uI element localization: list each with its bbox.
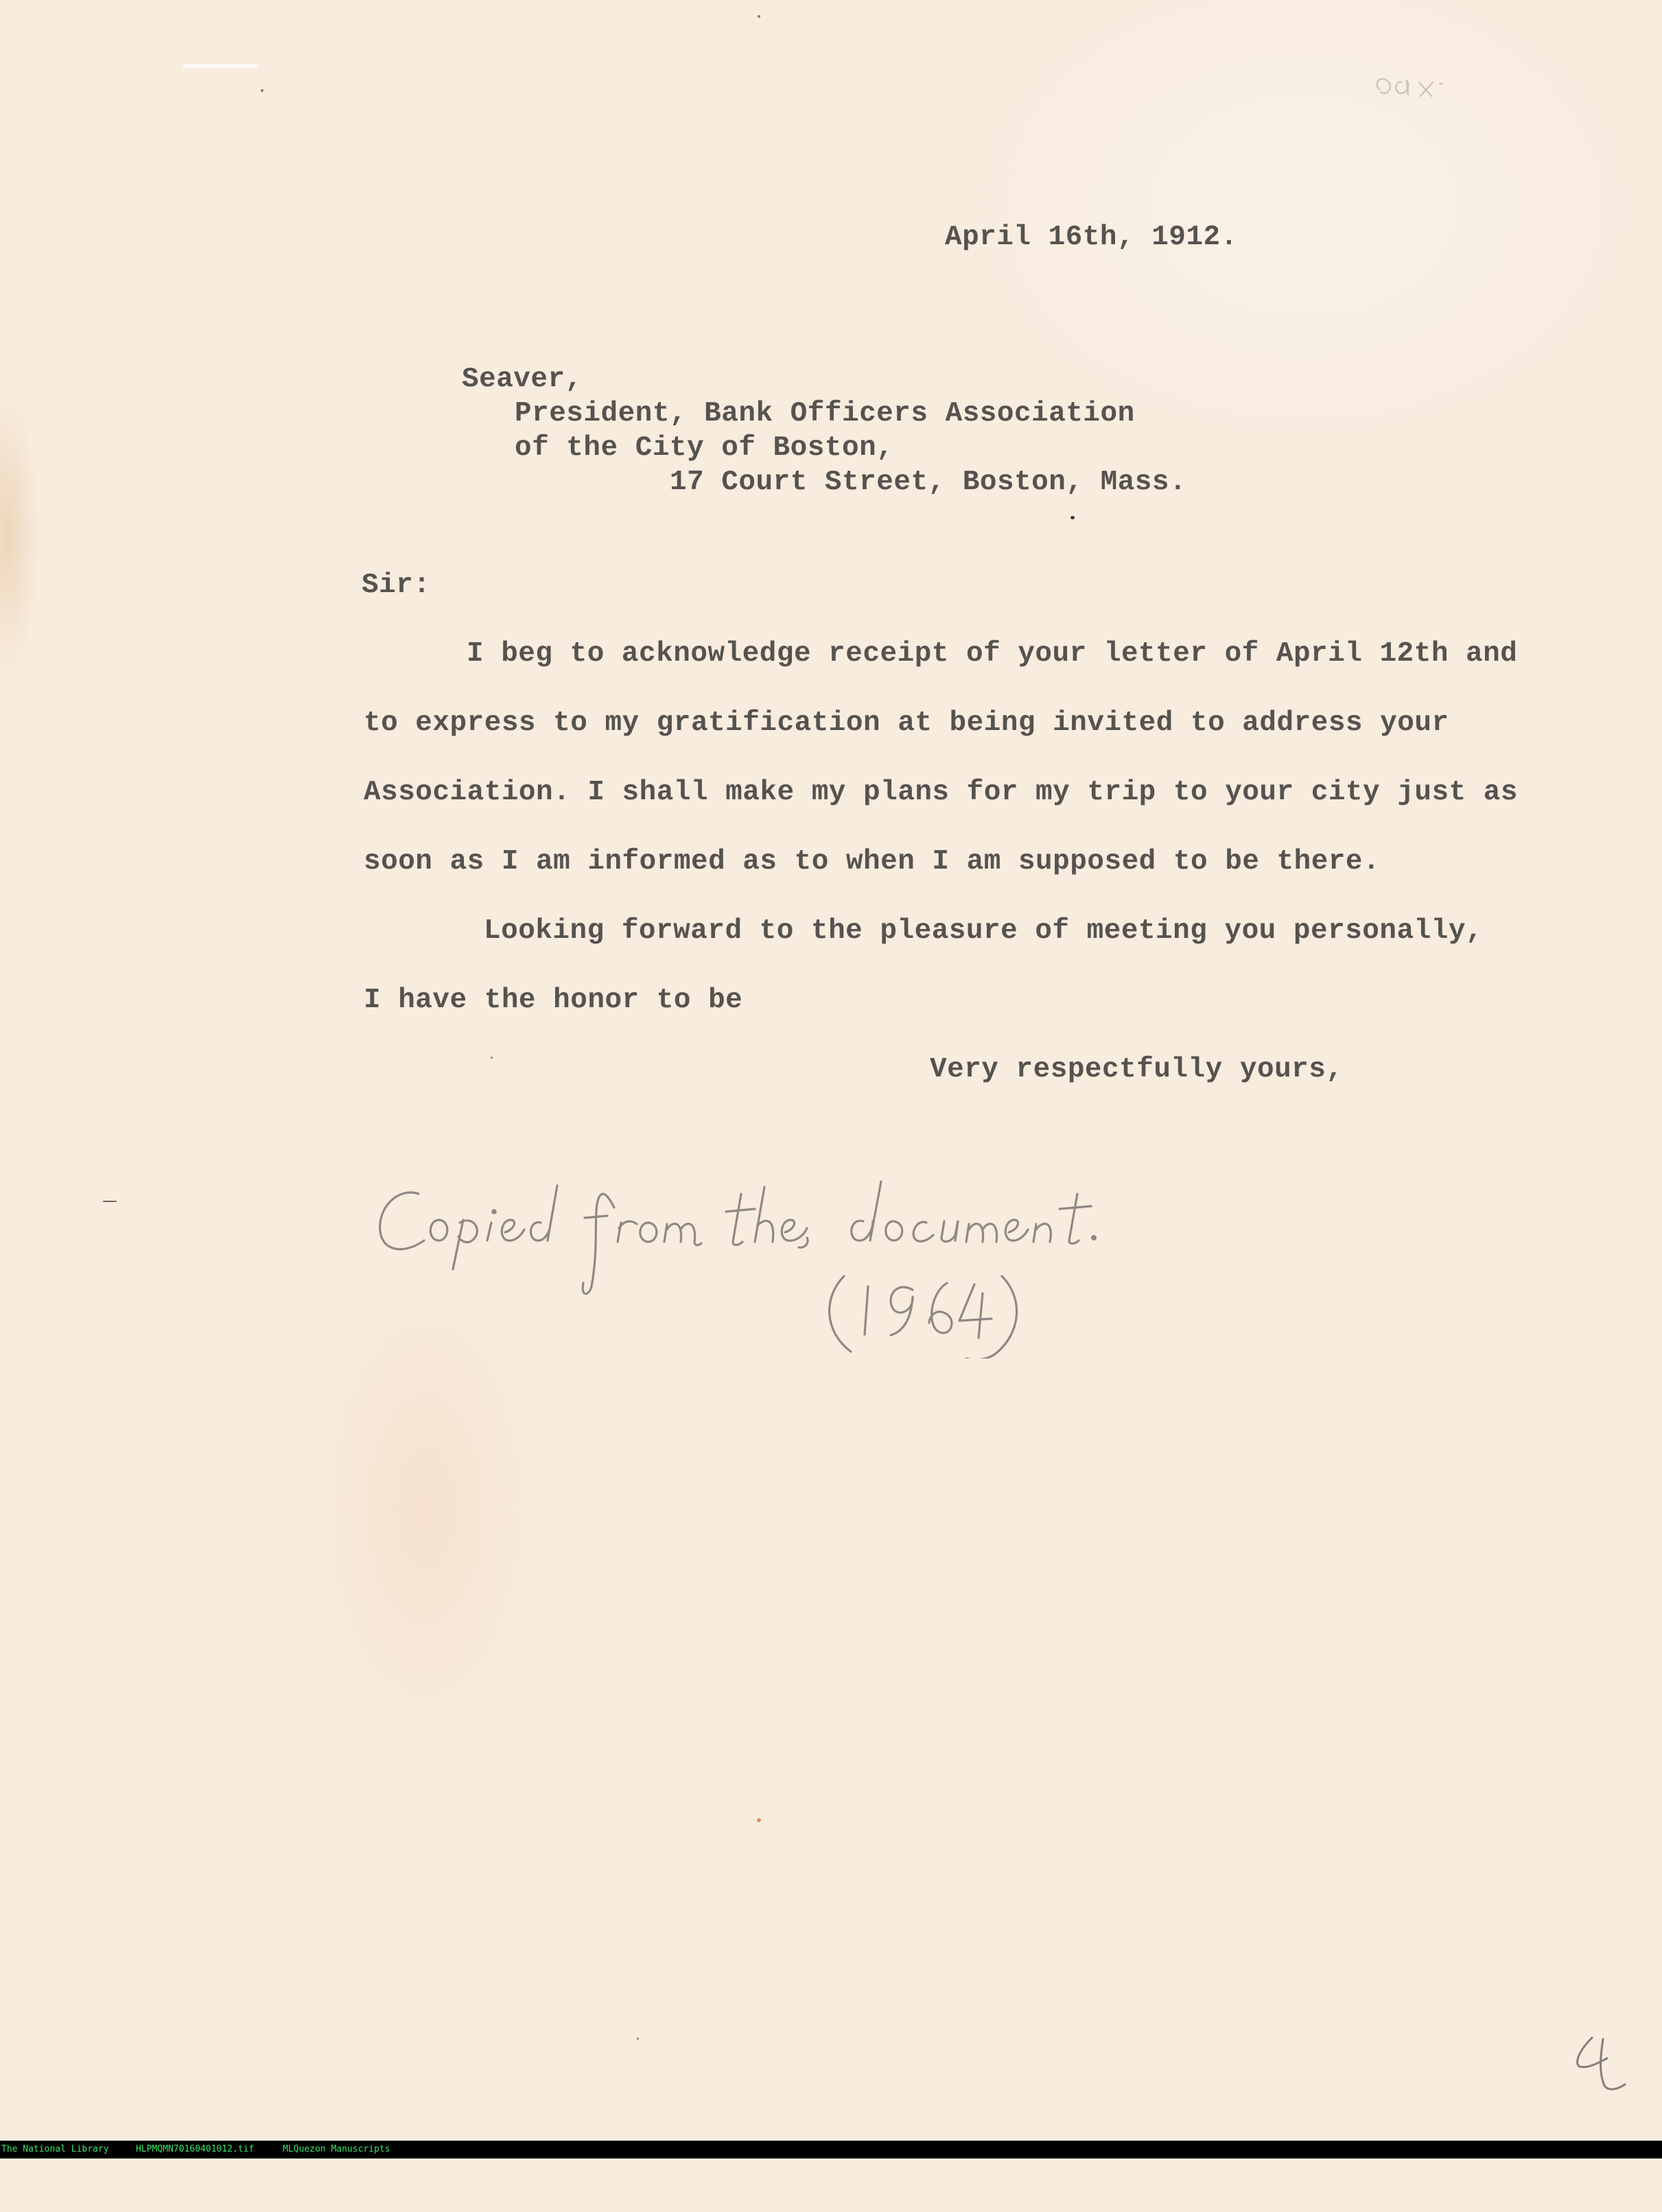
body-line: soon as I am informed as to when I am supposed to be there.: [364, 846, 1381, 878]
body-line: Looking forward to the pleasure of meeting you personally,: [484, 915, 1484, 947]
footer-library: The National Library: [1, 2144, 109, 2154]
handwritten-annotation: [371, 1166, 1139, 1358]
recipient-organization: of the City of Boston,: [515, 432, 894, 464]
recipient-title: President, Bank Officers Association: [515, 398, 1135, 430]
paper-speck: [183, 64, 258, 68]
faint-pencil-mark: [1366, 55, 1468, 110]
paper-speck: [103, 1201, 117, 1202]
body-line: Association. I shall make my plans for my trip to your city just as: [364, 777, 1518, 808]
body-line: I beg to acknowledge receipt of your letter of April 12th and: [467, 638, 1518, 670]
footer-file-name: HLPMQMN7016040101​2.tif: [136, 2144, 255, 2154]
body-line: to express to my gratification at being invited to address your: [364, 707, 1449, 739]
paper-speck: [491, 1057, 493, 1059]
page-number-mark: [1565, 2031, 1647, 2093]
paper-speck: [261, 89, 264, 92]
paper-speck: [1070, 516, 1075, 519]
recipient-address: 17 Court Street, Boston, Mass.: [670, 467, 1187, 498]
paper-speck: [757, 1818, 761, 1822]
paper-speck: [758, 15, 760, 18]
salutation: Sir:: [362, 569, 431, 601]
letter-date: April 16th, 1912.: [945, 222, 1238, 253]
closing: Very respectfully yours,: [930, 1054, 1344, 1085]
body-line: I have the honor to be: [364, 985, 743, 1016]
footer-strip: [0, 2141, 1662, 2158]
recipient-name: Seaver,: [462, 364, 583, 395]
footer-collection: MLQuezon Manuscripts: [283, 2144, 390, 2154]
paper-speck: [637, 2038, 639, 2040]
